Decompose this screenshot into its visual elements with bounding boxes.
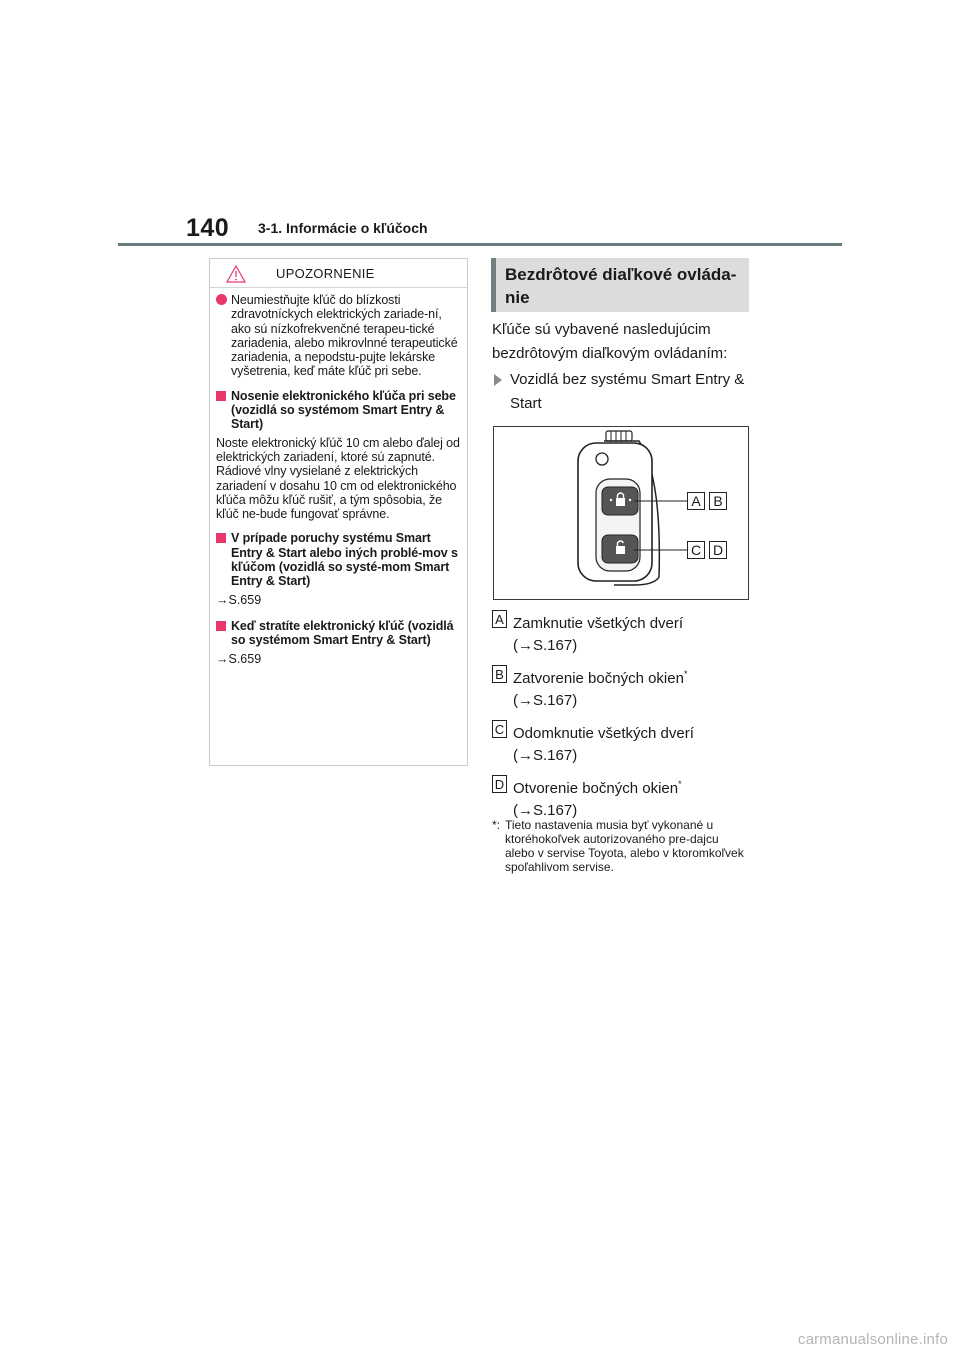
remote-intro: Kľúče sú vybavené nasledujúcim bezdrôtovým diaľkovým ovládaním: xyxy=(492,321,728,362)
page-reference-link[interactable]: (→S.167) xyxy=(513,747,578,764)
triangle-bullet-icon xyxy=(494,374,502,386)
watermark: carmanualsonline.info xyxy=(797,1331,948,1348)
item-letter: D xyxy=(492,775,507,793)
warning-title: UPOZORNENIE xyxy=(276,266,375,281)
condition-item: Vozidlá bez systému Smart Entry & Start xyxy=(494,368,752,416)
warning-subheading: Keď stratíte elektronický kľúč (vozidlá so systémom Smart Entry & Start) xyxy=(216,619,464,648)
item-letter: A xyxy=(492,610,507,628)
callout-d: D xyxy=(709,541,727,559)
page-reference-link[interactable]: (→S.167) xyxy=(513,692,578,709)
warning-content xyxy=(216,293,464,678)
footnote-mark: *: xyxy=(492,818,501,832)
remote-section-heading: Bezdrôtové diaľkové ovláda-nie xyxy=(491,258,749,312)
page-reference-link[interactable]: (→S.167) xyxy=(513,637,578,654)
page-reference-link[interactable]: (→S.167) xyxy=(513,802,578,819)
warning-subheading: V prípade poruchy systému Smart Entry & Start alebo iných problé-mov s kľúčom (vozidlá so systé-mom Smart Entry & Start) xyxy=(216,531,464,588)
list-item: B Zatvorenie bočných okien* (→S.167) xyxy=(492,663,752,712)
item-letter: B xyxy=(492,665,507,683)
warning-paragraph: Noste elektronický kľúč 10 cm alebo ďalej od elektrických zariadení, ktoré sú zapnuté. Rádiové vlny vysielané z elektrických zariadení v dosahu 10 cm od elektronického kľúča môžu kľúč rušiť, a tým spôsobia, že kľúč ne-bude fungovať správne. xyxy=(216,435,460,522)
key-fob-illustration xyxy=(494,427,748,599)
item-letter: C xyxy=(492,720,507,738)
warning-bullet xyxy=(216,293,464,379)
footnote-text: Tieto nastavenia musia byť vykonané u ktoréhokoľvek autorizovaného pre-dajcu alebo v servise Toyota, alebo v ktoromkoľvek spoľahlivom servise. xyxy=(505,818,744,874)
warning-box xyxy=(209,258,468,766)
warning-header xyxy=(210,259,467,288)
section-title: 3-1. Informácie o kľúčoch xyxy=(258,220,428,236)
page-number: 140 xyxy=(186,214,230,242)
warning-subheading: Nosenie elektronického kľúča pri sebe (vozidlá so systémom Smart Entry & Start) xyxy=(216,389,464,432)
square-bullet-icon xyxy=(216,621,226,631)
remote-key-figure xyxy=(493,426,749,600)
page-reference-link[interactable]: →S.659 xyxy=(216,651,262,666)
square-bullet-icon xyxy=(216,391,226,401)
header-rule xyxy=(118,243,842,246)
page-reference-link[interactable]: →S.659 xyxy=(216,592,262,607)
warning-bullet-text: Neumiestňujte kľúč do blízkosti zdravotníckych elektrických zariade-ní, ako sú nízkofrekvenčné terapeu-tické zariadenia, alebo mikrovlnné terapeutické zariadenia, a nepodstu-pujte lekárske vyšetrenia, keď máte kľúč pri sebe. xyxy=(231,293,458,379)
square-bullet-icon xyxy=(216,533,226,543)
bullet-circle-icon xyxy=(216,294,227,305)
list-item: C Odomknutie všetkých dverí (→S.167) xyxy=(492,718,752,767)
function-list xyxy=(492,608,752,828)
list-item: A Zamknutie všetkých dverí (→S.167) xyxy=(492,608,752,657)
callout-b: B xyxy=(709,492,727,510)
footnote xyxy=(492,818,750,874)
list-item: D Otvorenie bočných okien* (→S.167) xyxy=(492,773,752,822)
callout-c: C xyxy=(687,541,705,559)
warning-triangle-icon xyxy=(226,265,246,283)
callout-a: A xyxy=(687,492,705,510)
